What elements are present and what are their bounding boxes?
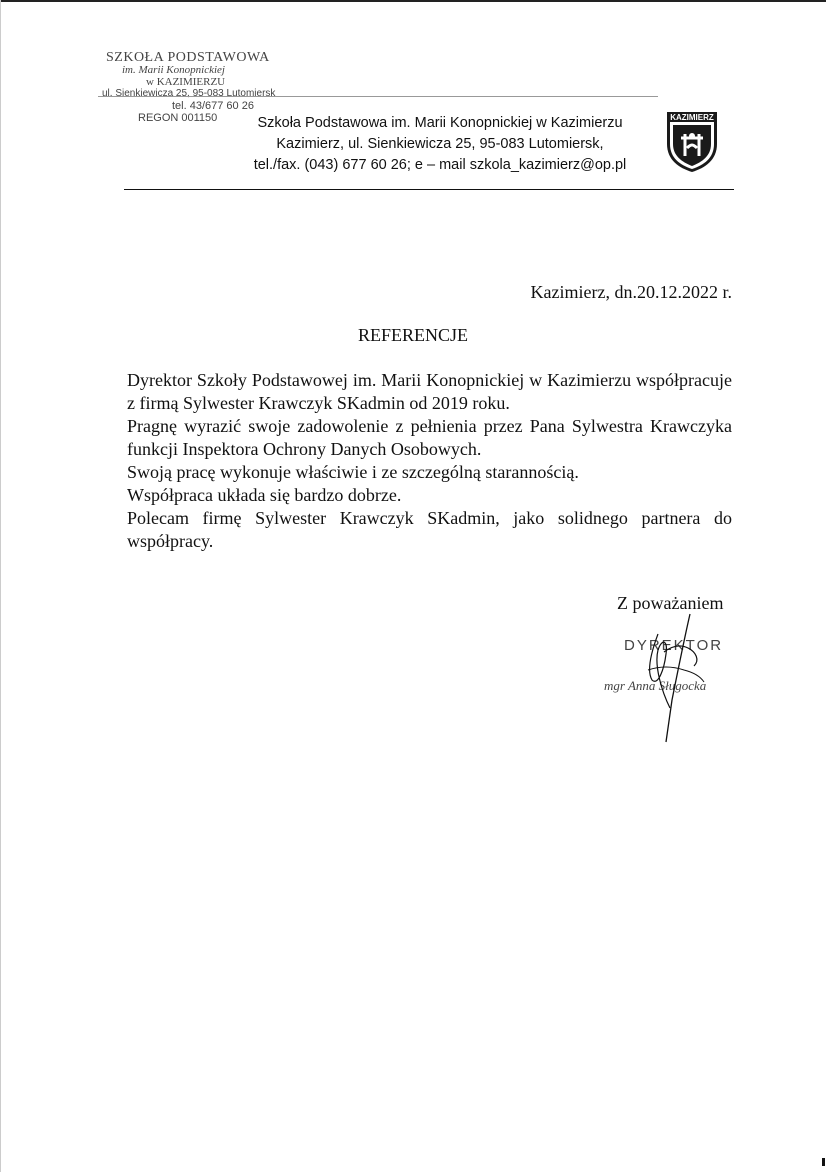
stamp-line: ul. Sienkiewicza 25, 95-083 Lutomiersk [102, 88, 276, 99]
letter-body [127, 369, 732, 553]
paragraph: Dyrektor Szkoły Podstawowej im. Marii Konopnickiej w Kazimierzu współpracuje z firmą Sylwester Krawczyk SKadmin od 2019 roku. [127, 370, 732, 413]
paragraph: Współpraca układa się bardzo dobrze. [127, 485, 402, 505]
letterhead-contact: tel./fax. (043) 677 60 26; e – mail szkola_kazimierz@op.pl [253, 157, 627, 173]
school-logo-icon [663, 108, 721, 174]
paragraph: Pragnę wyrazić swoje zadowolenie z pełnienia przez Pana Sylwestra Krawczyka funkcji Inspektora Ochrony Danych Osobowych. [127, 416, 732, 459]
scan-edge-left [0, 0, 1, 1172]
paragraph: Swoją pracę wykonuje właściwie i ze szczególną starannością. [127, 462, 579, 482]
letterhead-school-name: Szkoła Podstawowa im. Marii Konopnickiej w Kazimierzu [257, 115, 623, 131]
scan-edge [0, 0, 826, 2]
handwritten-signature [600, 610, 750, 750]
stamp-line: tel. 43/677 60 26 [172, 100, 254, 112]
scan-mark [822, 1158, 825, 1166]
document-title: REFERENCJE [357, 325, 468, 345]
letterhead [230, 113, 650, 176]
signature-stamp-name: mgr Anna Sługocka [604, 678, 707, 693]
signature-stamp-title: DYREKTOR [624, 637, 724, 654]
divider [98, 96, 658, 97]
document-date: Kazimierz, dn.20.12.2022 r. [530, 282, 732, 302]
stamp-line: w KAZIMIERZU [146, 76, 226, 88]
letterhead-address: Kazimierz, ul. Sienkiewicza 25, 95-083 Lutomiersk, [276, 136, 604, 152]
header-divider [124, 189, 734, 190]
logo-label: KAZIMIERZ [670, 113, 714, 122]
stamp-line: REGON 001150 [138, 112, 218, 124]
stamp-line: im. Marii Konopnickiej [122, 64, 225, 76]
closing-salutation: Z poważaniem [617, 593, 724, 613]
stamp-line: SZKOŁA PODSTAWOWA [106, 50, 270, 65]
paragraph: Polecam firmę Sylwester Krawczyk SKadmin, jako solidnego partnera do współpracy. [127, 508, 732, 551]
